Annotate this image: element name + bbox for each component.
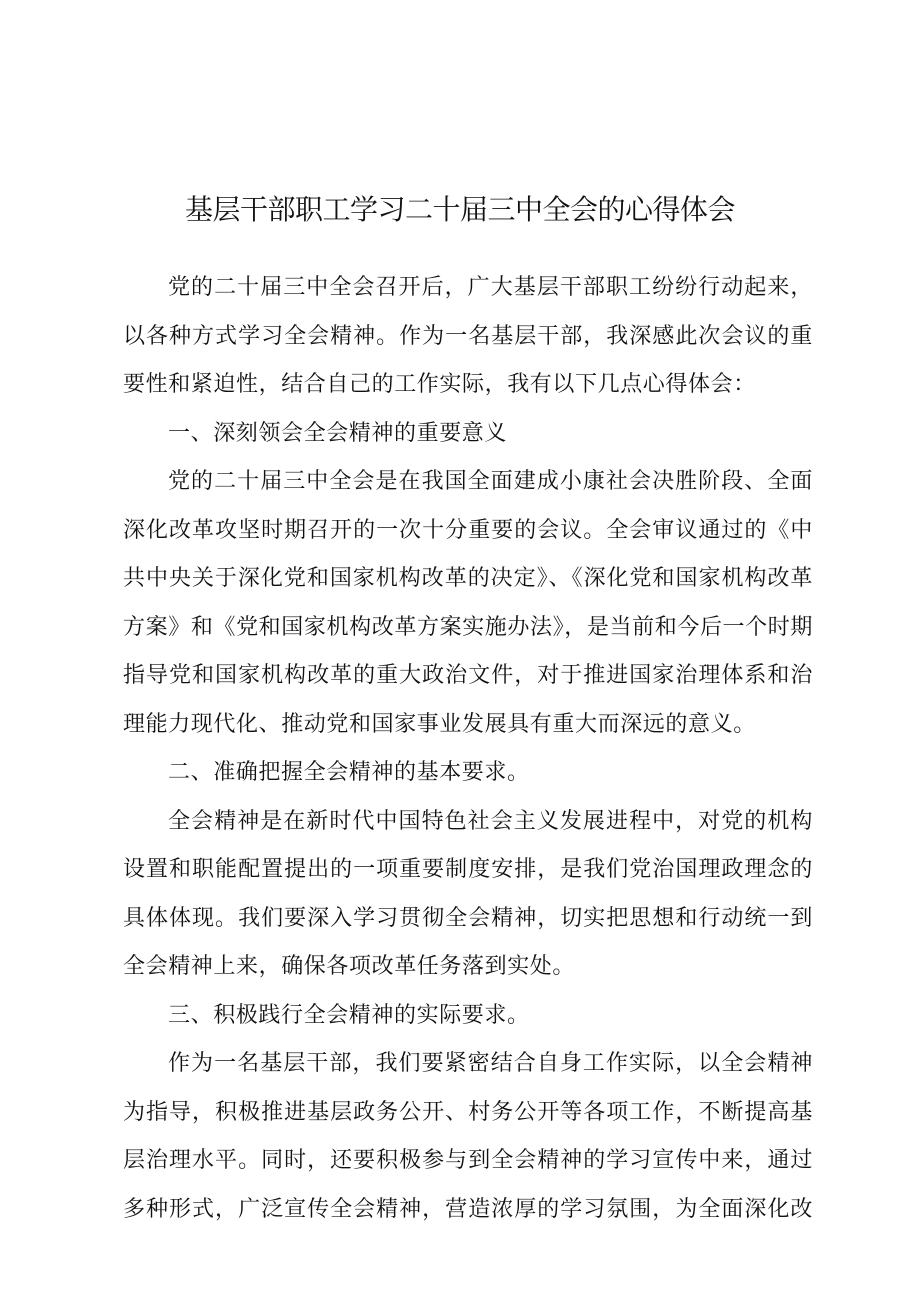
document-title: 基层干部职工学习二十届三中全会的心得体会 <box>184 193 735 226</box>
section-heading-2: 二、准确把握全会精神的基本要求。 <box>168 760 530 785</box>
section-heading-1: 一、深刻领会全会精神的重要意义 <box>168 420 508 446</box>
section-heading-3: 三、积极践行全会精神的实际要求。 <box>168 1002 530 1028</box>
section-paragraph-2: 全会精神是在新时代中国特色社会主义发展进程中，对党的机构设置和职能配置提出的一项重要制度安排，是我们党治国理政理念的具体体现。我们要深入学习贯彻全会精神，切实把思想和行动统一到全会精神上来，确保各项改革任务落到实处。 <box>123 808 813 979</box>
document-body <box>123 264 813 1234</box>
section-paragraph-1: 党的二十届三中全会是在我国全面建成小康社会决胜阶段、全面深化改革攻坚时期召开的一次十分重要的会议。全会审议通过的《中共中央关于深化党和国家机构改革的决定》、《深化党和国家机构改革方案》和《党和国家机构改革方案实施办法》，是当前和今后一个时期指导党和国家机构改革的重大政治文件，对于推进国家治理体系和治理能力现代化、推动党和国家事业发展具有重大而深远的意义。 <box>123 469 813 737</box>
section-paragraph-3: 作为一名基层干部，我们要紧密结合自身工作实际，以全会精神为指导，积极推进基层政务公开、村务公开等各项工作，不断提高基层治理水平。同时，还要积极参与到全会精神的学习宣传中来，通过多种形式，广泛宣传全会精神，营造浓厚的学习氛围，为全面深化改 <box>123 1051 813 1222</box>
intro-paragraph: 党的二十届三中全会召开后，广大基层干部职工纷纷行动起来，以各种方式学习全会精神。作为一名基层干部，我深感此次会议的重要性和紧迫性，结合自己的工作实际，我有以下几点心得体会： <box>123 275 813 397</box>
